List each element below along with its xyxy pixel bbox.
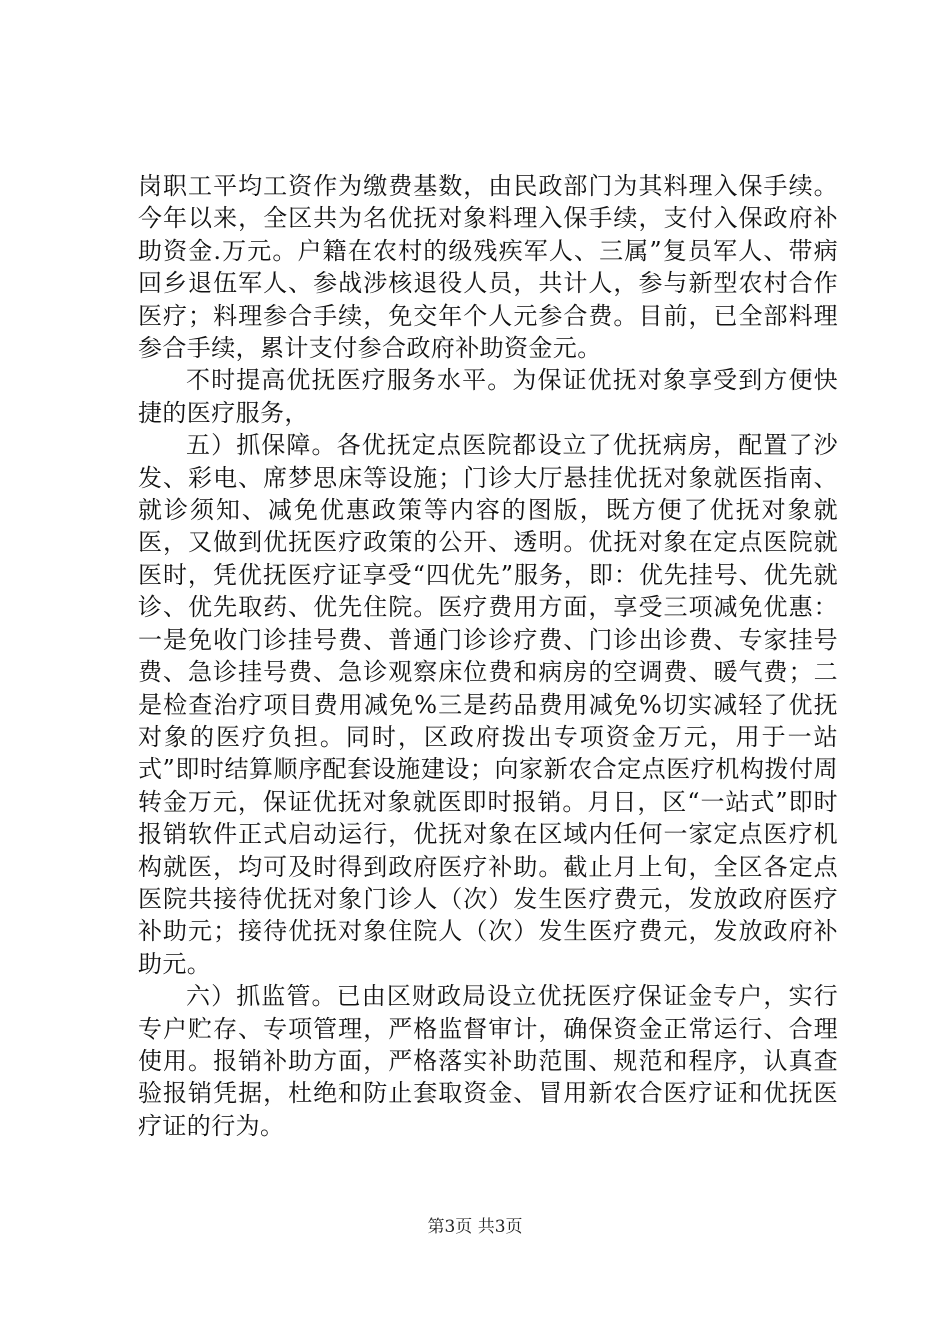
paragraph-2: 不时提高优抚医疗服务水平。为保证优抚对象享受到方便快捷的医疗服务， — [138, 366, 838, 427]
paragraph-1: 岗职工平均工资作为缴费基数，由民政部门为其料理入保手续。今年以来，全区共为名优抚对象料理入保手续，支付入保政府补助资金.万元。户籍在农村的级残疾军人、三属”复员军人、带病回乡退伍军人、参战涉核退役人员，共计人，参与新型农村合作医疗；料理参合手续，免交年个人元参合费。目前，已全部料理参合手续，累计支付参合政府补助资金元。 — [138, 172, 838, 363]
page-number-footer: 第3页 共3页 — [427, 1217, 523, 1237]
document-body — [138, 170, 838, 1142]
paragraph-3: 五）抓保障。各优抚定点医院都设立了优抚病房，配置了沙发、彩电、席梦思床等设施；门诊大厅悬挂优抚对象就医指南、就诊须知、减免优惠政策等内容的图版，既方便了优抚对象就医，又做到优抚医疗政策的公开、透明。优抚对象在定点医院就医时，凭优抚医疗证享受“四优先”服务，即：优先挂号、优先就诊、优先取药、优先住院。医疗费用方面，享受三项减免优惠：一是免收门诊挂号费、普通门诊诊疗费、门诊出诊费、专家挂号费、急诊挂号费、急诊观察床位费和病房的空调费、暖气费；二是检查治疗项目费用减免%三是药品费用减免%切实减轻了优抚对象的医疗负担。同时，区政府拨出专项资金万元，用于一站式”即时结算顺序配套设施建设；向家新农合定点医疗机构拨付周转金万元，保证优抚对象就医即时报销。月日，区“一站式”即时报销软件正式启动运行，优抚对象在区域内任何一家定点医疗机构就医，均可及时得到政府医疗补助。截止月上旬，全区各定点医院共接待优抚对象门诊人（次）发生医疗费元，发放政府医疗补助元；接待优抚对象住院人（次）发生医疗费元，发放政府补助元。 — [138, 431, 838, 978]
paragraph-4: 六）抓监管。已由区财政局设立优抚医疗保证金专户，实行专户贮存、专项管理，严格监督审计，确保资金正常运行、合理使用。报销补助方面，严格落实补助范围、规范和程序，认真查验报销凭据，杜绝和防止套取资金、冒用新农合医疗证和优抚医疗证的行为。 — [138, 982, 838, 1140]
